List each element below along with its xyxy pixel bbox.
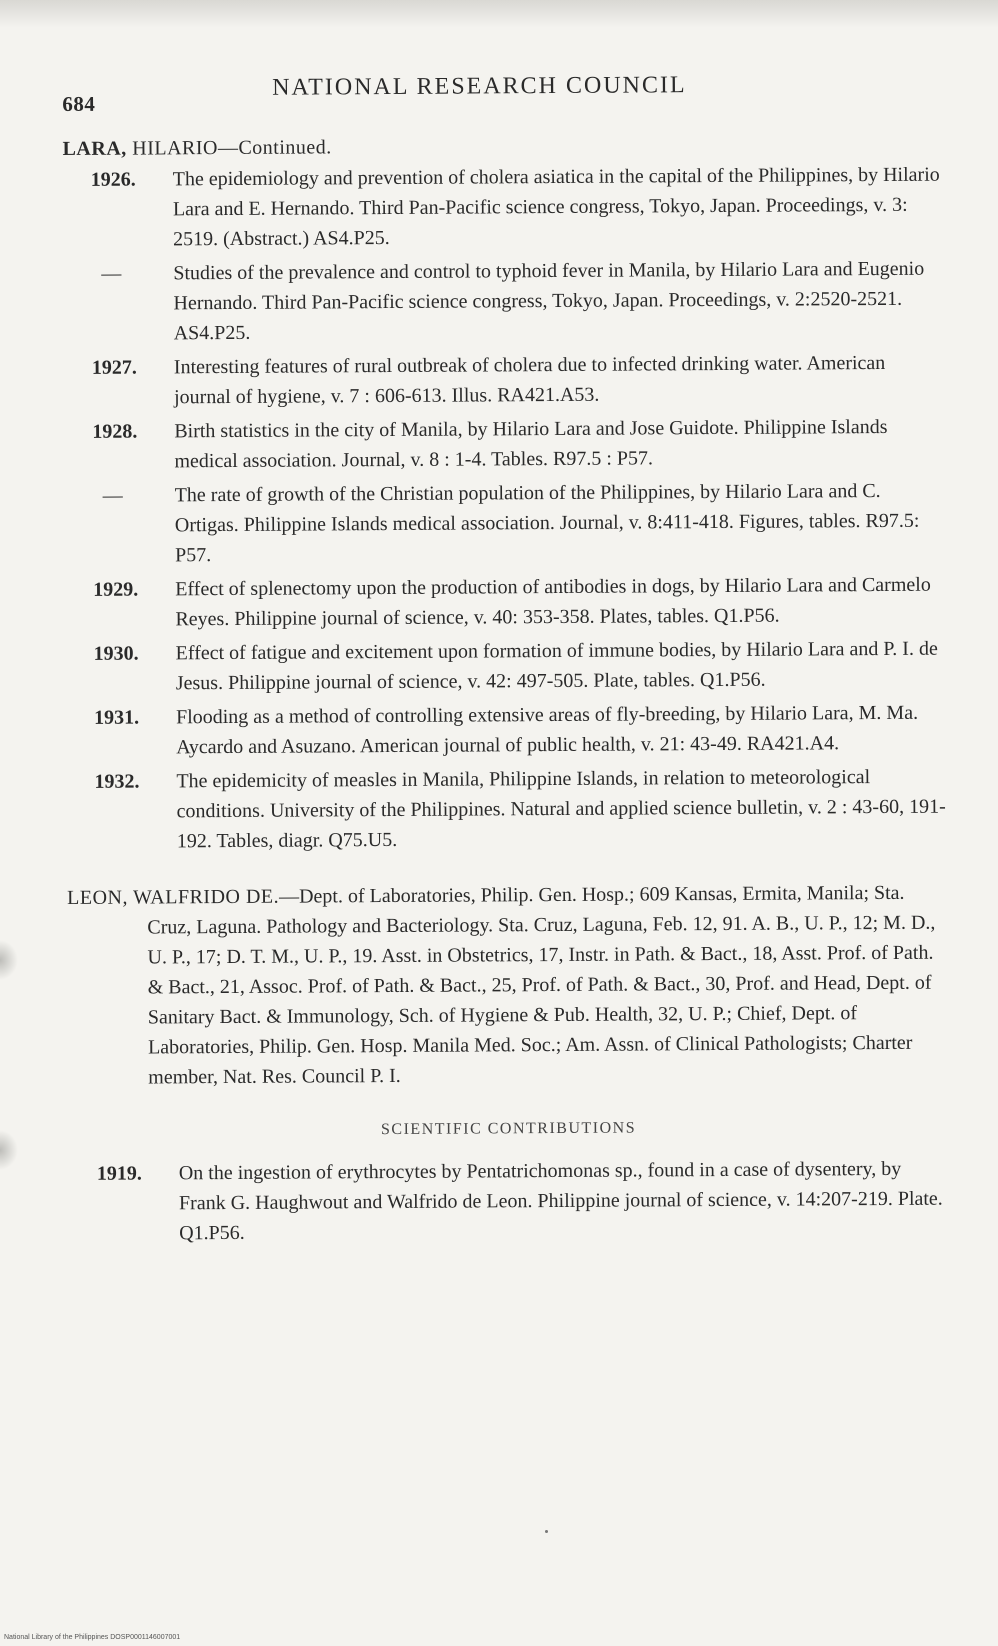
bibliography-entry: [63, 160, 944, 255]
author-heading-lara: [62, 133, 942, 161]
entry-year: 1919.: [96, 1162, 142, 1185]
entry-text: The rate of growth of the Christian population of the Philippines, by Hilario Lara and C. Ortigas. Philippine Islands medical association. Journal, v. 8:411-418. Figures, tables. R97.5: P57.: [174, 480, 920, 567]
entry-text: The epidemicity of measles in Manila, Philippine Islands, in relation to meteorological conditions. University of the Philippines. Natural and applied science bulletin, v. 2 : 43-60, 191-192. Tables, diagr. Q75.U5.: [176, 766, 946, 853]
biography-leon: [67, 878, 948, 1093]
bibliography-entry: [65, 570, 945, 635]
page-edge-mark: [0, 1130, 18, 1170]
bibliography-entry: [66, 762, 947, 857]
entry-year: 1926.: [90, 168, 136, 191]
bibliography-entry: [64, 412, 944, 477]
entry-text: Effect of fatigue and excitement upon formation of immune bodies, by Hilario Lara and P. I. de Jesus. Philippine journal of science, v. 42: 497-505. Plate, tables. Q1.P56.: [175, 637, 938, 695]
entry-year: —: [101, 262, 122, 285]
entry-text: Flooding as a method of controlling extensive areas of fly-breeding, by Hilario Lara, M. Ma. Aycardo and Asuzano. American journal of public health, v. 21: 43-49. RA421.A4.: [175, 701, 919, 759]
bibliography-entry: [64, 348, 944, 413]
bibliography-entry: [63, 254, 944, 349]
bibliography-entry: [69, 1154, 950, 1249]
entry-text: Interesting features of rural outbreak of cholera due to infected drinking water. American journal of hygiene, v. 7 : 606-613. Illus. RA421.A53.: [173, 351, 886, 409]
author-heading-rest: HILARIO—Continued.: [132, 136, 332, 160]
entry-year: 1927.: [91, 356, 137, 379]
entry-text: Birth statistics in the city of Manila, by Hilario Lara and Jose Guidote. Philippine Islands medical association. Journal, v. 8 : 1-4. Tables. R97.5 : P57.: [174, 415, 888, 473]
entry-year: —: [102, 484, 123, 507]
page-speck: [545, 1530, 548, 1533]
entry-text: The epidemiology and prevention of cholera asiatica in the capital of the Philippines, by Hilario Lara and E. Hernando. Third Pan-Pacific science congress, Tokyo, Japan. Proceedings, v. 3: 2519. (Abstract.) AS4.P25.: [172, 163, 940, 251]
entry-year: 1928.: [92, 420, 138, 443]
section-heading: SCIENTIFIC CONTRIBUTIONS: [380, 1119, 637, 1139]
bibliography-entry: [65, 476, 946, 571]
document-page: [62, 53, 949, 1249]
page-edge-mark: [0, 940, 18, 980]
author-name: LEON, WALFRIDO DE.: [67, 885, 280, 909]
entry-year: 1931.: [93, 706, 140, 729]
page-top-shadow: [0, 0, 998, 28]
entry-year: 1932.: [94, 770, 140, 793]
page-number: 684: [62, 91, 96, 116]
entry-year: 1929.: [93, 578, 139, 601]
running-title: NATIONAL RESEARCH COUNCIL: [272, 72, 687, 101]
entry-year: 1930.: [93, 642, 139, 665]
page-header: [62, 53, 942, 118]
author-surname: LARA,: [62, 137, 127, 160]
entry-text: On the ingestion of erythrocytes by Pentatrichomonas sp., found in a case of dysentery, by Frank G. Haughwout and Walfrido de Leon. Philippine journal of science, v. 14:207-219. Plate. Q1.P56.: [178, 1157, 943, 1245]
entry-text: Effect of splenectomy upon the production of antibodies in dogs, by Hilario Lara and Carmelo Reyes. Philippine journal of science, v. 40: 353-358. Plates, tables. Q1.P56.: [175, 573, 931, 631]
biography-text: —Dept. of Laboratories, Philip. Gen. Hosp.; 609 Kansas, Ermita, Manila; Sta. Cruz, Laguna. Pathology and Bacteriology. Sta. Cruz, Laguna, Feb. 12, 91. A. B., U. P., 12; M. D., U. P., 17; D. T. M., U. P., 19. Asst. in Obstetrics, 17, Instr. in Path. & Bact., 18, Asst. Prof. of Path. & Bact., 21, Assoc. Prof. of Path. & Bact., 25, Prof. of Path. & Bact., 30, Prof. and Head, Dept. of Sanitary Bact. & Immunology, Sch. of Hygiene & Pub. Health, 32, U. P.; Chief, Dept. of Laboratories, Philip. Gen. Hosp. Manila Med. Soc.; Am. Assn. of Clinical Pathologists; Charter member, Nat. Res. Council P. I.: [147, 881, 936, 1089]
bibliography-entry: [66, 634, 946, 699]
entry-text: Studies of the prevalence and control to typhoid fever in Manila, by Hilario Lara and Eugenio Hernando. Third Pan-Pacific science congress, Tokyo, Japan. Proceedings, v. 2:2520-2521. AS4.P25.: [173, 257, 925, 345]
footer-credit: National Library of the Philippines DOSP0001146007001: [4, 1634, 181, 1641]
bibliography-entry: [66, 698, 946, 763]
